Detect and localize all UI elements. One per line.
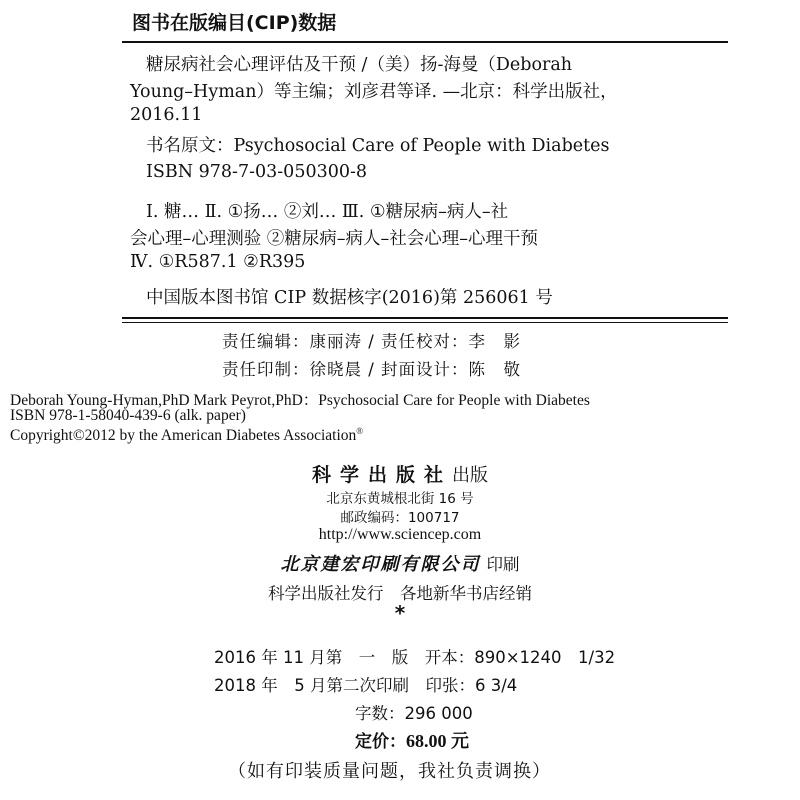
publisher-address: 北京东黄城根北街 16 号 [326,491,474,507]
cip-line-isbn: ISBN 978-7-03-050300-8 [146,162,368,182]
cip-heading: 图书在版编目(CIP)数据 [132,12,337,34]
publisher-postcode: 邮政编码：100717 [340,510,460,526]
cip-bottom-thin-rule [122,322,728,323]
word-count: 字数：296 000 [355,704,473,723]
cip-line-original-title: 书名原文：Psychosocial Care of People with Diabetes [146,136,610,156]
publisher-url: http://www.sciencep.com [318,526,482,543]
production-credits: 责任印制：徐晓晨 / 封面设计：陈 敬 [222,360,522,379]
registered-mark: ® [356,426,364,436]
cip-bottom-rule [122,317,728,319]
publisher-line [0,460,800,487]
edition-line-first: 2016 年 11 月第 一 版 开本：890×1240 1/32 [214,648,616,667]
cip-line-year: 2016.11 [130,105,203,125]
cip-line-subjects-2: 会心理–心理测验 ②糖尿病–病人–社会心理–心理干预 [130,229,539,249]
original-isbn: ISBN 978-1-58040-439-6 (alk. paper) [10,407,246,424]
cip-top-rule [122,41,728,43]
cip-line-subjects-1: Ⅰ. 糖… Ⅱ. ①扬… ②刘… Ⅲ. ①糖尿病–病人–社 [146,202,509,222]
printer-suffix: 印刷 [486,555,520,574]
price-label: 定价： [355,732,406,752]
quality-notice: （如有印装质量问题，我社负责调换） [228,761,551,782]
original-copyright [10,426,363,445]
price-line [355,727,469,753]
printer-line [0,550,800,576]
distribution-line: 科学出版社发行 各地新华书店经销 [268,584,532,603]
cip-line-classification: Ⅳ. ①R587.1 ②R395 [130,252,306,272]
cip-line-record-number: 中国版本图书馆 CIP 数据核字(2016)第 256061 号 [146,288,553,308]
cip-line-title: 糖尿病社会心理评估及干预 /（美）扬-海曼（Deborah [146,55,573,75]
editor-credits: 责任编辑：康丽涛 / 责任校对：李 影 [222,332,522,351]
edition-line-reprint: 2018 年 5 月第二次印刷 印张：6 3/4 [214,676,518,695]
copyright-text: Copyright©2012 by the American Diabetes Association [10,427,357,445]
original-authors-title: Deborah Young-Hyman,PhD Mark Peyrot,PhD：Psychosocial Care for People with Diabetes [10,392,590,409]
publisher-name: 科学出版社 [311,464,452,486]
printer-name: 北京建宏印刷有限公司 [280,554,481,575]
price-value: 68.00 元 [406,731,469,751]
cip-line-authors: Young–Hyman）等主编；刘彦君等译. —北京：科学出版社， [130,82,618,102]
publisher-suffix: 出版 [452,465,488,486]
separator-star: * [394,601,406,625]
